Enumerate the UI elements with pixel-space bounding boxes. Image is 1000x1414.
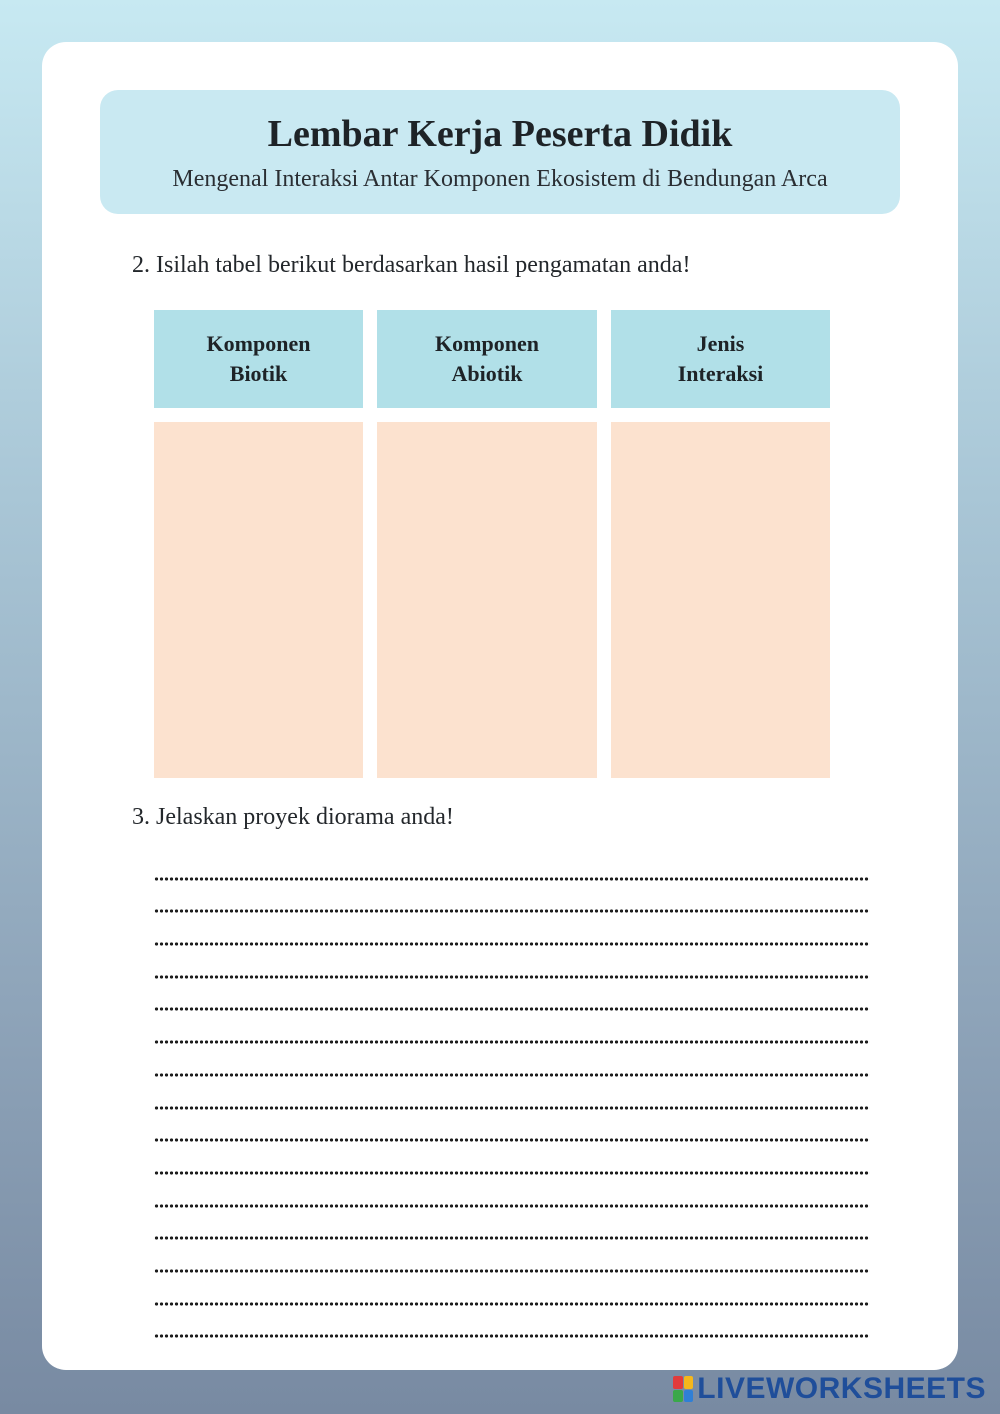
answer-line[interactable] — [154, 919, 870, 952]
logo-square — [673, 1390, 683, 1403]
page-title: Lembar Kerja Peserta Didik — [267, 113, 733, 155]
answer-box-abiotik[interactable] — [377, 422, 597, 778]
answer-line[interactable] — [154, 1246, 870, 1279]
answer-line[interactable] — [154, 952, 870, 985]
liveworksheets-logo — [673, 1374, 986, 1404]
column-header-biotik — [154, 310, 363, 408]
answer-line[interactable] — [154, 854, 870, 887]
column-header-line: Interaksi — [677, 361, 764, 386]
answer-box-interaksi[interactable] — [611, 422, 830, 778]
logo-square — [684, 1376, 694, 1389]
answer-line[interactable] — [154, 1279, 870, 1312]
title-banner — [100, 90, 900, 214]
answer-line[interactable] — [154, 1017, 870, 1050]
worksheet-card — [42, 42, 958, 1370]
answer-line[interactable] — [154, 1312, 870, 1345]
column-header-abiotik — [377, 310, 597, 408]
answer-line[interactable] — [154, 1181, 870, 1214]
answer-line[interactable] — [154, 887, 870, 920]
column-header-line: Jenis — [696, 331, 745, 356]
page-subtitle: Mengenal Interaksi Antar Komponen Ekosistem di Bendungan Arca — [172, 166, 828, 192]
logo-square — [684, 1390, 694, 1403]
liveworksheets-icon — [673, 1376, 693, 1402]
answer-line[interactable] — [154, 985, 870, 1018]
column-header-line: Komponen — [206, 331, 311, 356]
answer-box-biotik[interactable] — [154, 422, 363, 778]
answer-line[interactable] — [154, 1050, 870, 1083]
answer-line[interactable] — [154, 1214, 870, 1247]
question-2-text: 2. Isilah tabel berikut berdasarkan hasil pengamatan anda! — [132, 252, 691, 278]
answer-line[interactable] — [154, 1148, 870, 1181]
logo-square — [673, 1376, 683, 1389]
column-header-line: Abiotik — [451, 361, 523, 386]
column-header-interaksi — [611, 310, 830, 408]
answer-line[interactable] — [154, 1083, 870, 1116]
answer-lines[interactable] — [154, 854, 870, 1344]
column-header-line: Biotik — [229, 361, 288, 386]
column-header-line: Komponen — [435, 331, 539, 356]
brand-text: LIVEWORKSHEETS — [697, 1372, 986, 1405]
question-3-text: 3. Jelaskan proyek diorama anda! — [132, 804, 454, 830]
answer-line[interactable] — [154, 1116, 870, 1149]
